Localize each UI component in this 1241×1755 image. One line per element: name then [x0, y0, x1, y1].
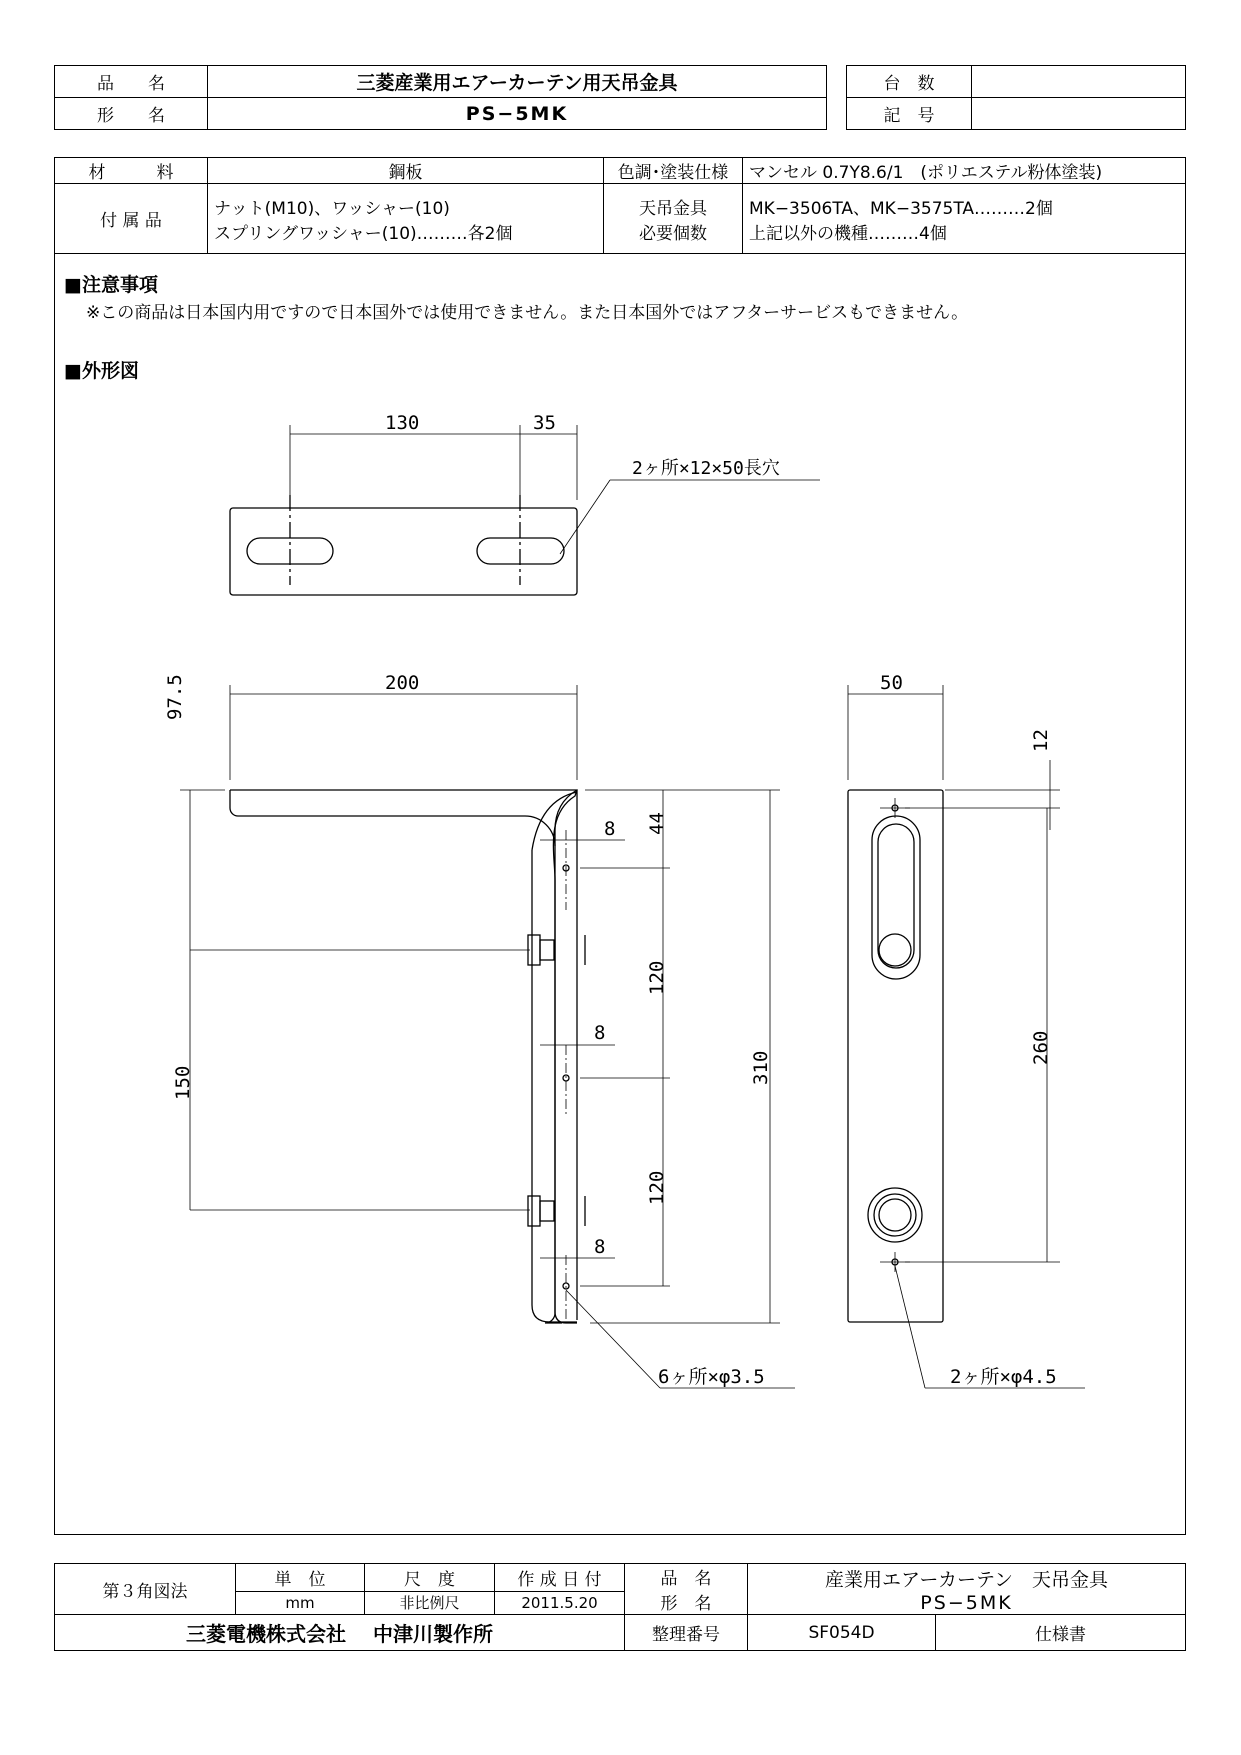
symbol-label: 記 号: [847, 98, 972, 130]
accessory-label: 付 属 品: [55, 184, 208, 254]
dim-12: 12: [1030, 729, 1052, 752]
date-label: 作 成 日 付: [495, 1564, 625, 1592]
dim-44: 44: [646, 812, 668, 835]
qty-label: 台 数: [847, 66, 972, 98]
hole-note-a: 6ヶ所×φ3.5: [658, 1366, 765, 1388]
dim-120b: 120: [646, 1170, 668, 1205]
bolt-lower: [528, 1196, 540, 1226]
dim-260: 260: [1030, 1030, 1052, 1065]
top-view-plate: [230, 508, 577, 595]
dim-8c: 8: [594, 1236, 606, 1258]
footer-name-model-labels: [625, 1564, 748, 1615]
drawing-title: ■外形図: [64, 360, 139, 382]
doc-type: 仕様書: [936, 1615, 1186, 1651]
notes-body: ※この商品は日本国内用ですので日本国外では使用できません。また日本国外ではアフターサービスもできません。: [86, 303, 969, 323]
dim-150: 150: [172, 1065, 194, 1100]
dim-130: 130: [385, 412, 420, 434]
unit-label: 単 位: [236, 1564, 365, 1592]
scale-label: 尺 度: [365, 1564, 495, 1592]
dim-50: 50: [880, 672, 903, 694]
ref-label: 整理番号: [625, 1615, 748, 1651]
footer-product-name: 産業用エアーカーテン 天吊金具: [824, 1568, 1109, 1591]
notes-title: ■注意事項: [64, 274, 158, 296]
bracket-side-outline: [230, 790, 577, 1323]
unit-value: mm: [236, 1591, 365, 1614]
dim-8a: 8: [604, 818, 616, 840]
scale-value: 非比例尺: [365, 1591, 495, 1614]
required-line2: 上記以外の機種………4個: [749, 223, 947, 244]
footer-model-label: 形 名: [660, 1594, 712, 1614]
model-name: PS−5MK: [208, 98, 827, 130]
dim-97-5: 97.5: [164, 674, 186, 720]
product-name: 三菱産業用エアーカーテン用天吊金具: [208, 66, 827, 98]
accessory-line1: ナット(M10)、ワッシャー(10): [214, 198, 450, 219]
model-label: 形 名: [55, 98, 208, 130]
material-value: 鋼板: [208, 158, 604, 184]
footer-table: [54, 1563, 1186, 1651]
required-line1: MK−3506TA、MK−3575TA………2個: [749, 198, 1053, 219]
ref-number: SF054D: [748, 1615, 936, 1651]
footer-product: [748, 1564, 1186, 1615]
dim-35: 35: [533, 412, 556, 434]
footer-product-model: PS−5MK: [920, 1591, 1013, 1614]
required-label-line1: 天吊金具: [639, 198, 707, 219]
dim-200: 200: [385, 672, 420, 694]
date-value: 2011.5.20: [495, 1591, 625, 1614]
dim-310: 310: [750, 1050, 772, 1085]
projection-method: 第３角図法: [55, 1564, 236, 1615]
accessory-line2: スプリングワッシャー(10)………各2個: [214, 223, 513, 244]
required-label-line2: 必要個数: [639, 223, 707, 244]
color-value: マンセル 0.7Y8.6/1 (ポリエステル粉体塗装): [743, 158, 1186, 184]
dim-120a: 120: [646, 960, 668, 995]
color-label: 色調･塗装仕様: [604, 158, 743, 184]
product-name-label: 品 名: [55, 66, 208, 98]
hole-note-b: 2ヶ所×φ4.5: [950, 1366, 1057, 1388]
footer-name-label: 品 名: [660, 1569, 712, 1589]
slot-note: 2ヶ所×12×50長穴: [632, 458, 780, 479]
material-label: 材 料: [55, 158, 208, 184]
company-name: 三菱電機株式会社 中津川製作所: [55, 1615, 625, 1651]
dim-8b: 8: [594, 1022, 606, 1044]
